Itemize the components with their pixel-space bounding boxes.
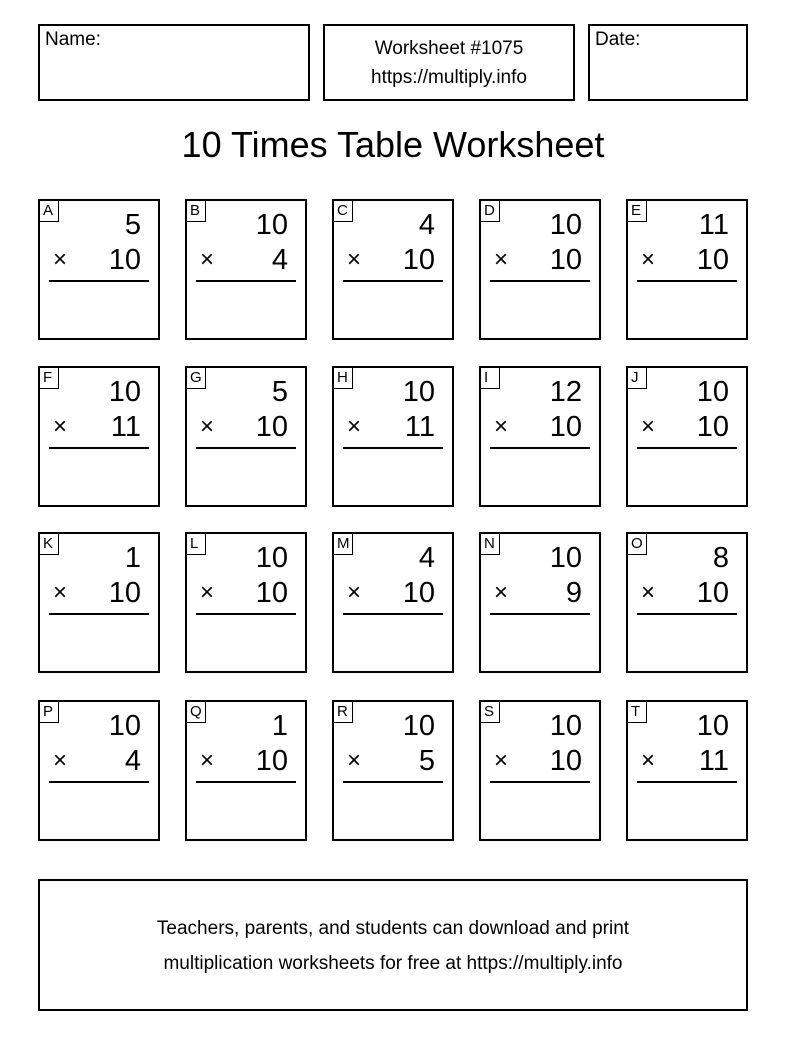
times-sign: ×: [53, 413, 68, 440]
problem-letter: G: [187, 368, 206, 389]
answer-line: [343, 613, 443, 615]
times-sign: ×: [347, 246, 362, 273]
problem-letter: H: [334, 368, 353, 389]
multiplicand: 4: [418, 209, 435, 241]
multiplier: 10: [108, 577, 141, 609]
multiplicand: 8: [712, 542, 729, 574]
worksheet-number: Worksheet #1075: [374, 38, 524, 59]
problem-letter: N: [481, 534, 500, 555]
problem-card-j[interactable]: [626, 366, 748, 507]
multiplicand: 10: [255, 542, 288, 574]
times-sign: ×: [494, 579, 509, 606]
times-sign: ×: [494, 413, 509, 440]
multiplicand: 10: [549, 710, 582, 742]
multiplier: 10: [255, 745, 288, 777]
problem-card-p[interactable]: [38, 700, 160, 841]
multiplicand: 10: [402, 376, 435, 408]
multiplier: 9: [565, 577, 582, 609]
multiplier: 10: [549, 244, 582, 276]
answer-line: [490, 613, 590, 615]
multiplier: 10: [696, 577, 729, 609]
answer-line: [196, 447, 296, 449]
answer-line: [490, 781, 590, 783]
times-sign: ×: [641, 747, 656, 774]
times-sign: ×: [53, 579, 68, 606]
problem-card-l[interactable]: [185, 532, 307, 673]
multiplicand: 1: [271, 710, 288, 742]
problem-letter: O: [628, 534, 647, 555]
problem-letter: K: [40, 534, 59, 555]
problem-letter: B: [187, 201, 206, 222]
answer-line: [49, 447, 149, 449]
multiplicand: 10: [255, 209, 288, 241]
problem-letter: D: [481, 201, 500, 222]
problem-letter: F: [40, 368, 59, 389]
answer-line: [196, 613, 296, 615]
problem-card-e[interactable]: [626, 199, 748, 340]
multiplier: 5: [418, 745, 435, 777]
footer-line-1: Teachers, parents, and students can download and print: [156, 918, 630, 939]
multiplier: 11: [698, 745, 729, 777]
problem-card-h[interactable]: [332, 366, 454, 507]
times-sign: ×: [641, 246, 656, 273]
times-sign: ×: [53, 747, 68, 774]
multiplier: 10: [402, 577, 435, 609]
answer-line: [490, 447, 590, 449]
multiplier: 10: [255, 411, 288, 443]
problem-card-r[interactable]: [332, 700, 454, 841]
multiplicand: 4: [418, 542, 435, 574]
problem-letter: E: [628, 201, 647, 222]
multiplicand: 5: [271, 376, 288, 408]
problem-card-c[interactable]: [332, 199, 454, 340]
page-title: 10 Times Table Worksheet: [181, 124, 605, 165]
times-sign: ×: [641, 413, 656, 440]
multiplicand: 11: [698, 209, 729, 241]
multiplier: 11: [404, 411, 435, 443]
multiplicand: 5: [124, 209, 141, 241]
times-sign: ×: [494, 246, 509, 273]
multiplier: 4: [124, 745, 141, 777]
problem-card-t[interactable]: [626, 700, 748, 841]
answer-line: [49, 781, 149, 783]
answer-line: [490, 280, 590, 282]
times-sign: ×: [200, 747, 215, 774]
times-sign: ×: [347, 579, 362, 606]
problem-letter: T: [628, 702, 647, 723]
problem-card-d[interactable]: [479, 199, 601, 340]
problem-card-o[interactable]: [626, 532, 748, 673]
multiplicand: 10: [549, 542, 582, 574]
answer-line: [637, 613, 737, 615]
problem-letter: M: [334, 534, 353, 555]
times-sign: ×: [347, 413, 362, 440]
multiplier: 10: [108, 244, 141, 276]
multiplicand: 12: [549, 376, 582, 408]
problem-card-s[interactable]: [479, 700, 601, 841]
date-label: Date:: [595, 29, 641, 50]
problem-card-k[interactable]: [38, 532, 160, 673]
problem-card-i[interactable]: [479, 366, 601, 507]
times-sign: ×: [494, 747, 509, 774]
multiplier: 10: [696, 244, 729, 276]
problem-letter: L: [187, 534, 206, 555]
problem-card-q[interactable]: [185, 700, 307, 841]
problem-card-f[interactable]: [38, 366, 160, 507]
multiplicand: 10: [108, 710, 141, 742]
answer-line: [196, 781, 296, 783]
answer-line: [49, 280, 149, 282]
multiplicand: 10: [696, 376, 729, 408]
problem-letter: R: [334, 702, 353, 723]
problem-letter: P: [40, 702, 59, 723]
problem-card-a[interactable]: [38, 199, 160, 340]
multiplier: 10: [255, 577, 288, 609]
problem-letter: I: [481, 368, 500, 389]
problem-letter: J: [628, 368, 647, 389]
answer-line: [343, 280, 443, 282]
problem-card-g[interactable]: [185, 366, 307, 507]
footer-box: [38, 879, 748, 1011]
problem-letter: S: [481, 702, 500, 723]
multiplier: 10: [696, 411, 729, 443]
problem-letter: A: [40, 201, 59, 222]
times-sign: ×: [200, 579, 215, 606]
problem-card-n[interactable]: [479, 532, 601, 673]
date-box[interactable]: [588, 24, 748, 101]
answer-line: [343, 447, 443, 449]
answer-line: [637, 447, 737, 449]
multiplier: 11: [110, 411, 141, 443]
answer-line: [637, 280, 737, 282]
multiplicand: 10: [402, 710, 435, 742]
times-sign: ×: [347, 747, 362, 774]
multiplier: 10: [549, 745, 582, 777]
name-box[interactable]: [38, 24, 310, 101]
multiplicand: 1: [124, 542, 141, 574]
answer-line: [49, 613, 149, 615]
multiplier: 10: [402, 244, 435, 276]
problem-card-b[interactable]: [185, 199, 307, 340]
answer-line: [343, 781, 443, 783]
multiplicand: 10: [549, 209, 582, 241]
name-label: Name:: [45, 29, 101, 50]
times-sign: ×: [641, 579, 656, 606]
worksheet-url: https://multiply.info: [371, 67, 527, 88]
times-sign: ×: [53, 246, 68, 273]
problem-card-m[interactable]: [332, 532, 454, 673]
problem-letter: Q: [187, 702, 206, 723]
multiplicand: 10: [696, 710, 729, 742]
multiplier: 10: [549, 411, 582, 443]
times-sign: ×: [200, 413, 215, 440]
multiplicand: 10: [108, 376, 141, 408]
times-sign: ×: [200, 246, 215, 273]
worksheet-info-box: [323, 24, 575, 101]
answer-line: [637, 781, 737, 783]
multiplier: 4: [271, 244, 288, 276]
answer-line: [196, 280, 296, 282]
footer-line-2: multiplication worksheets for free at https://multiply.info: [163, 953, 623, 974]
problem-letter: C: [334, 201, 353, 222]
